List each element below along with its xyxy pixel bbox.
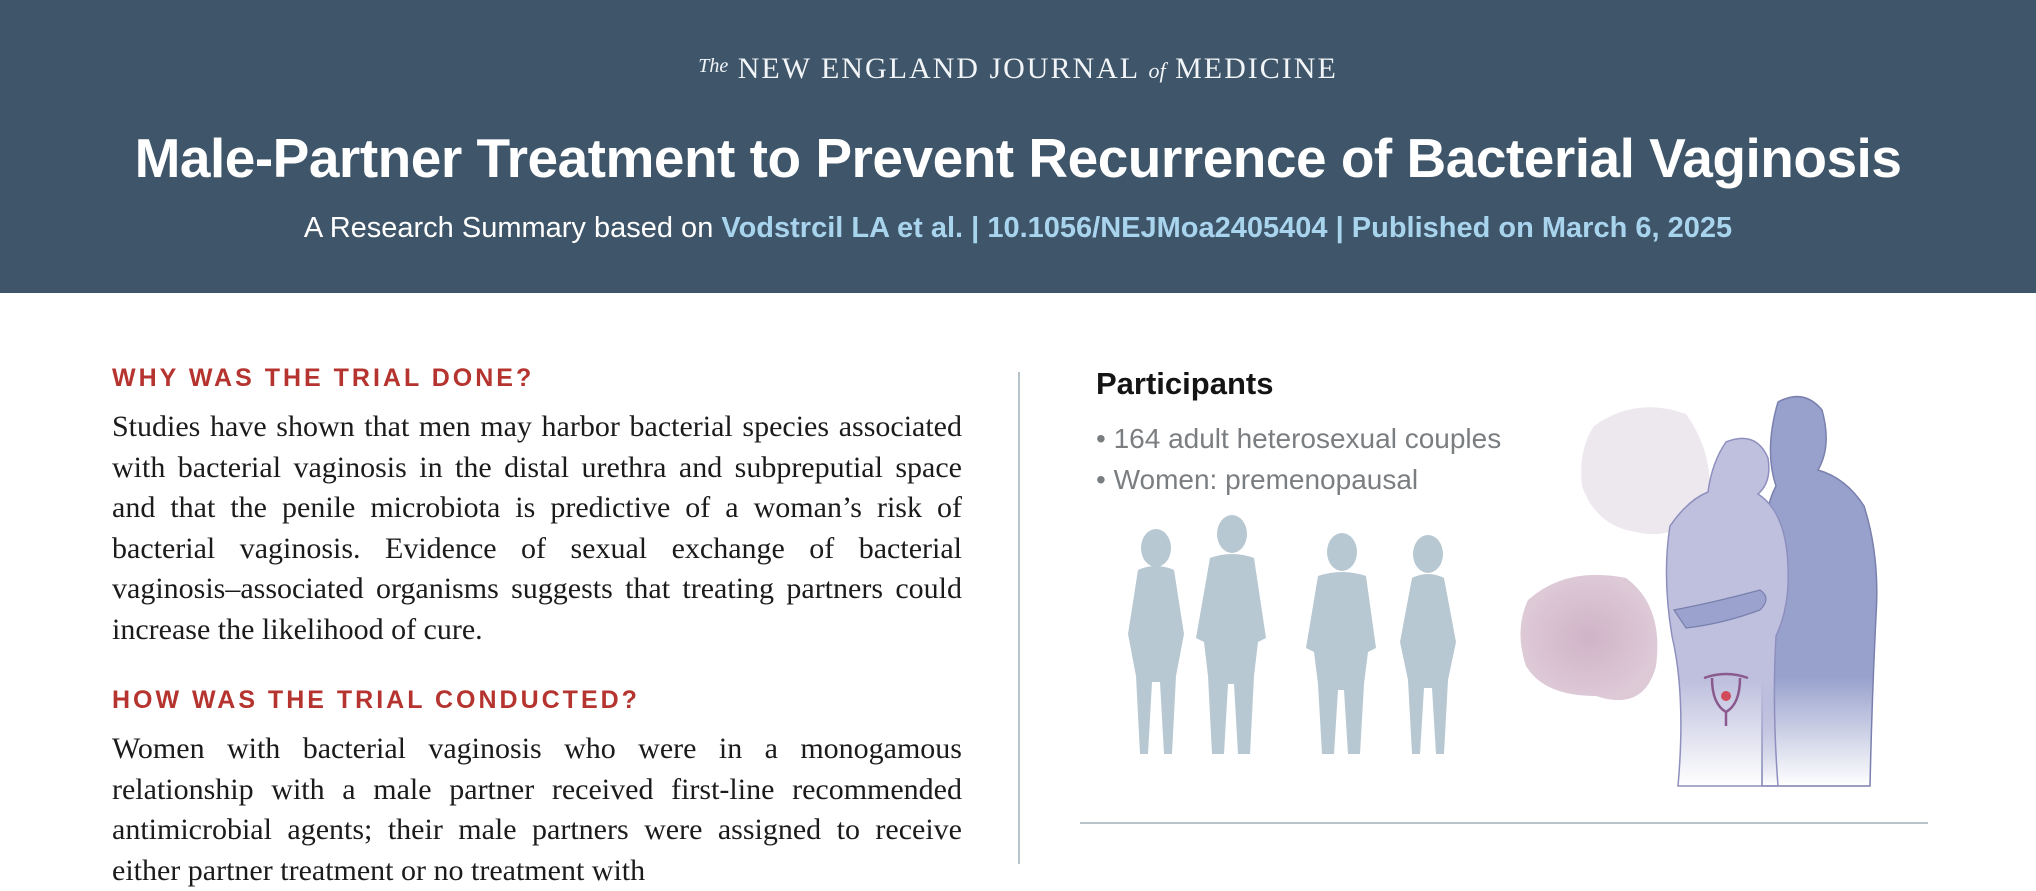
participants-heading: Participants	[1096, 366, 1274, 401]
section-body-how: Women with bacterial vaginosis who were in a monogamous relationship with a male partner received first-line recommended antimicrobial agents; their male partners were assigned to receive either partner treatment or no treatment with	[112, 732, 962, 887]
journal-of: of	[1148, 58, 1166, 83]
participant-item: • Women: premenopausal	[1096, 459, 1501, 500]
participants-panel	[1096, 366, 1936, 806]
section-heading-how: HOW WAS THE TRIAL CONDUCTED?	[112, 686, 640, 714]
summary-subtitle	[0, 212, 2036, 245]
silhouette-woman-2	[1400, 535, 1456, 754]
page-title: Male-Partner Treatment to Prevent Recurrence of Bacterial Vaginosis	[134, 127, 1902, 189]
bacteria-blob	[1520, 575, 1657, 700]
section-body-why: Studies have shown that men may harbor bacterial species associated with bacterial vaginosis in the distal urethra and subpreputial space and that the penile microbiota is predictive of a woman’s risk of bacterial vaginosis. Evidence of sexual exchange of bacterial vaginosis–associated organisms suggests that treating partners could increase the likelihood of cure.	[112, 410, 962, 646]
silhouette-woman-1	[1128, 529, 1184, 754]
journal-the: The	[698, 55, 729, 77]
panel-divider	[1080, 822, 1928, 824]
section-heading-why: WHY WAS THE TRIAL DONE?	[112, 364, 535, 392]
header-banner	[0, 0, 2036, 293]
journal-name-part2: MEDICINE	[1175, 52, 1338, 85]
subtitle-prefix: A Research Summary based on	[303, 212, 714, 244]
participants-list	[1096, 418, 1501, 500]
silhouette-man-2	[1306, 533, 1376, 754]
journal-masthead	[0, 52, 2036, 86]
silhouettes	[1128, 515, 1456, 754]
left-column	[112, 364, 962, 891]
silhouette-man-1	[1196, 515, 1266, 754]
journal-name-part1: NEW ENGLAND JOURNAL	[737, 52, 1139, 85]
column-divider	[1018, 372, 1020, 864]
citation-link[interactable]: Vodstrcil LA et al. | 10.1056/NEJMoa2405404 | Published on March 6, 2025	[721, 212, 1733, 244]
participant-item: • 164 adult heterosexual couples	[1096, 418, 1501, 459]
cervix-highlight-icon	[1721, 691, 1731, 701]
